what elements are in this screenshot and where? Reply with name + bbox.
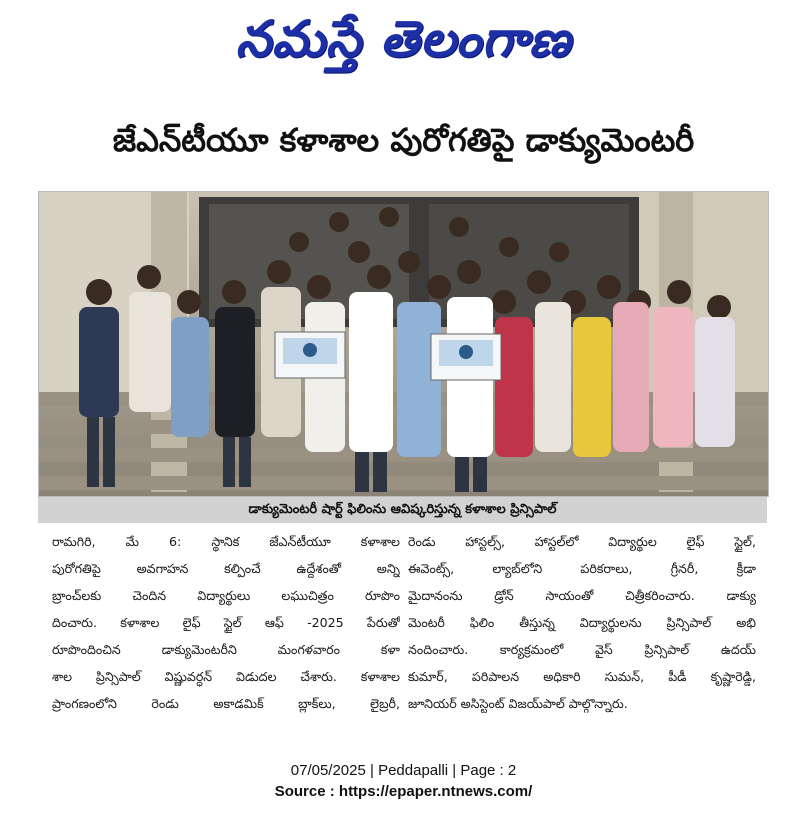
- page-footer: [0, 760, 807, 802]
- article-column-right: [408, 528, 756, 718]
- article-column-left: [52, 528, 400, 718]
- article-line: మైదానంను డ్రోన్ సాయంతో చిత్రీకరించారు. డాక్యు: [408, 588, 756, 603]
- edition-info: 07/05/2025 | Peddapalli | Page : 2: [290, 762, 517, 779]
- documentary-poster-left: [275, 332, 345, 378]
- article-line: జూనియర్ అసిస్టెంట్ విజయ్‌పాల్ పాల్గొన్నారు.: [408, 696, 628, 711]
- article-line: రూపొందించిన డాక్యుమెంటరీని మంగళవారం కళా: [52, 642, 400, 657]
- article-line: బ్రాంచ్‌లకు చెందిన విద్యార్థులు లఘుచిత్రం రూపొం: [52, 588, 400, 603]
- article-line: దించారు. కళాశాల లైఫ్ స్టైల్ ఆఫ్ -2025 పేరుతో: [52, 615, 400, 630]
- article-line: ప్రాంగణంలోని రెండు అకాడమిక్ బ్లాక్‌లు, లైబ్రరీ,: [52, 696, 400, 711]
- article-line: నందించారు. కార్యక్రమంలో వైస్ ప్రిన్సిపాల్ ఉదయ్: [408, 642, 756, 657]
- article-line: శాల ప్రిన్సిపాల్ విష్ణువర్ధన్ విడుదల చేశారు. కళాశాల: [52, 669, 400, 684]
- article-line: ఈవెంట్స్, ల్యాబ్‌లోని పరికరాలు, గ్రీనరీ, క్రీడా: [408, 561, 756, 576]
- article-line: కుమార్, పరిపాలన అధికారి సుమన్, పీడీ కృష్ణారెడ్డి,: [408, 669, 756, 684]
- article-line: మెంటరీ ఫిలిం తీస్తున్న విద్యార్థులను ప్రిన్సిపాల్ అభి: [408, 615, 756, 630]
- source-link[interactable]: Source : https://epaper.ntnews.com/: [274, 783, 533, 800]
- masthead-logo: నమస్తే తెలంగాణ: [235, 9, 572, 68]
- article-headline: జేఎన్‌టీయూ కళాశాల పురోగతిపై డాక్యుమెంటరీ: [112, 121, 695, 159]
- article-line: రామగిరి, మే 6: స్థానిక జేఎన్‌టీయూ కళాశాల: [52, 534, 400, 549]
- group-photo-illustration: [39, 192, 768, 496]
- documentary-poster-right: [431, 334, 501, 380]
- newspaper-masthead: [0, 6, 807, 72]
- photo-caption: డాక్యుమెంటరీ షార్ట్ ఫిలింను ఆవిష్కరిస్తున్న కళాశాల ప్రిన్సిపాల్: [38, 497, 767, 523]
- news-photo: [38, 191, 769, 497]
- article-line: పురోగతిపై అవగాహన కల్పించే ఉద్దేశంతో అన్ని: [52, 561, 400, 576]
- article-line: రెండు హాస్టల్స్, హాస్టల్‌లో విద్యార్థుల లైఫ్ స్టైల్,: [408, 534, 756, 549]
